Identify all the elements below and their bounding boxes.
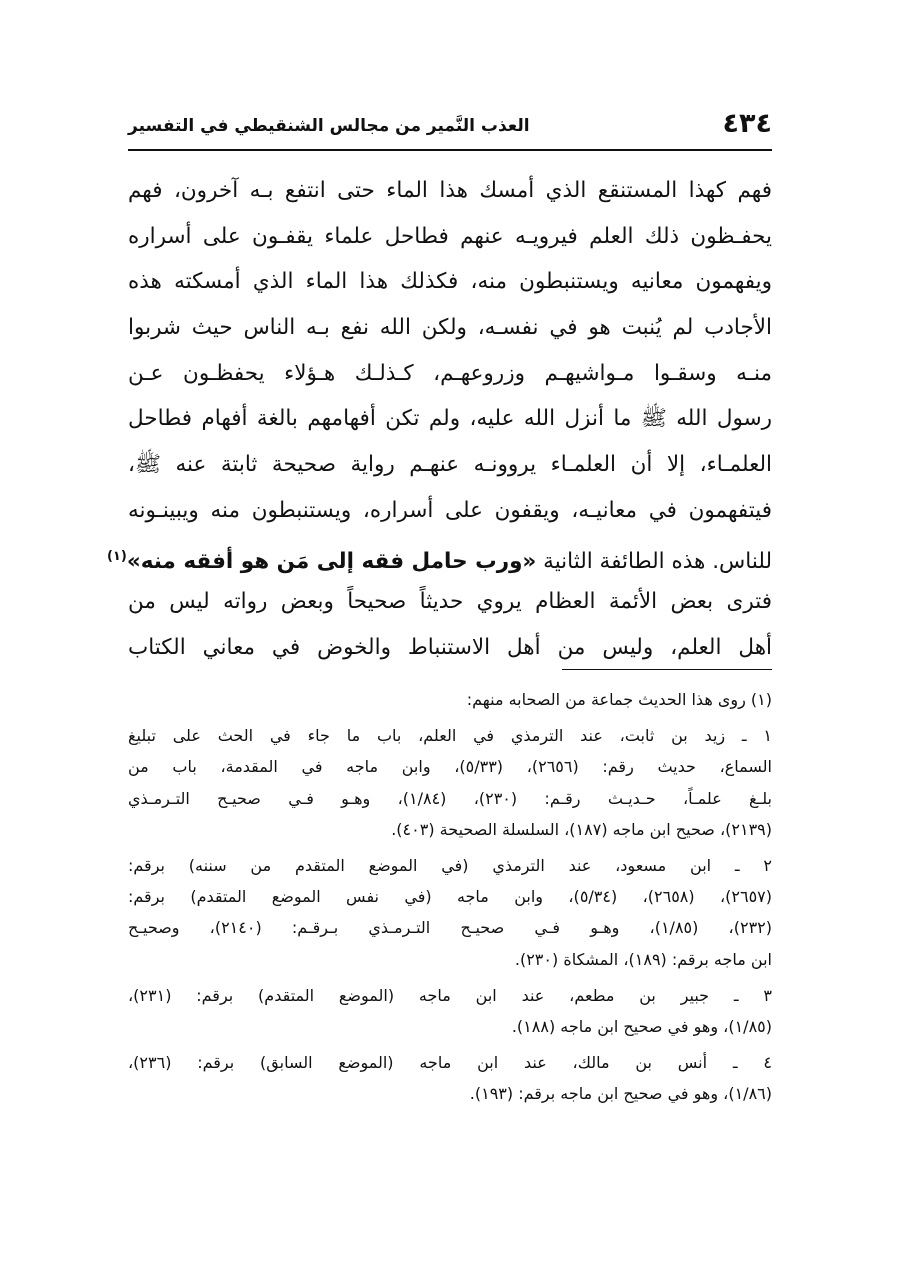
footnote-line: ابن ماجه برقم: (١٨٩)، المشكاة (٢٣٠). — [514, 949, 772, 969]
text-line: الأجادب لم يُنبت هو في نفسـه، ولكن الله نفع بـه الناس حيث شربوا — [128, 315, 772, 341]
hadith-quote: «ورب حامل فقه إلى مَن هو أفقه منه» — [126, 548, 537, 574]
page-number: ٤٣٤ — [722, 108, 772, 139]
footnote-line: (١/٨٥)، وهو في صحيح ابن ماجه (١٨٨). — [511, 1016, 772, 1036]
page-header — [128, 108, 772, 148]
footnote-line: ٤ ـ أنس بن مالك، عند ابن ماجه (الموضع السابق) برقم: (٢٣٦)، — [128, 1053, 772, 1073]
footnote-line: (٢٣٢)، (١/٨٥)، وهـو فـي صحيـح التـرمـذي بـرقـم: (٢١٤٠)، وصحيـح — [128, 918, 772, 938]
footnote-line: بلـغ علمـاً، حـديـث رقـم: (٢٣٠)، (١/٨٤)، وهـو فـي صحيـح التـرمـذي — [128, 788, 773, 808]
text-line: فيتفهمون في معانيـه، ويقفون على أسراره، ويستنبطون منه ويبينـونه — [128, 497, 772, 523]
text-line: منـه وسقـوا مـواشيهـم وزروعهـم، كـذلـك هـؤلاء يحفظـون عـن — [128, 360, 772, 386]
text-line: رسول الله ﷺ ما أنزل الله عليه، ولم تكن أفهامهم بالغة أفهام فطاحل — [128, 406, 772, 432]
footnote-line: (١/٨٦)، وهو في صحيح ابن ماجه برقم: (١٩٣). — [469, 1084, 772, 1104]
footnote-line: السماع، حديث رقم: (٢٦٥٦)، (٥/٣٣)، وابن ماجه في المقدمة، باب من — [128, 757, 772, 777]
text-line: فهم كهذا المستنقع الذي أمسك هذا الماء حتى انتفع بـه آخرون، فهم — [128, 178, 772, 203]
main-text — [106, 168, 772, 671]
footnote-line: ١ ـ زيد بن ثابت، عند الترمذي في العلم، باب ما جاء في الحث على تبليغ — [128, 726, 772, 746]
footnote-line: (٢٦٥٧)، (٢٦٥٨)، (٥/٣٤)، وابن ماجه (في نفس الموضع المتقدم) برقم: — [128, 887, 773, 907]
footnote-line: ٢ ـ ابن مسعود، عند الترمذي (في الموضع المتقدم من سننه) برقم: — [128, 855, 772, 875]
running-title: العذب النَّمير من مجالس الشنقيطي في التفسير — [128, 116, 530, 136]
footnote-line: (٢١٣٩)، صحيح ابن ماجه (١٨٧)، السلسلة الصحيحة (٤٠٣). — [391, 819, 772, 839]
footnote-heading: (١) روى هذا الحديث جماعة من الصحابه منهم: — [466, 690, 772, 709]
footnote-divider — [562, 669, 772, 670]
text-line: ويفهمون معانيه ويستنبطون منه، فكذلك هذا الماء الذي أمسكته هذه — [128, 269, 772, 295]
footnote-line: ٣ ـ جبير بن مطعم، عند ابن ماجه (الموضع المتقدم) برقم: (٢٣١)، — [128, 985, 772, 1005]
footnotes — [128, 684, 772, 1109]
quote-line-prefix: للناس. هذه الطائفة الثانية — [536, 548, 772, 574]
text-line: أهل العلم، وليس من أهل الاستنباط والخوض في معاني الكتاب — [128, 634, 772, 660]
header-divider — [128, 149, 772, 151]
hadith-quote-line — [106, 534, 772, 580]
footnote-marker: (١) — [106, 548, 127, 564]
text-line: يحفـظون ذلك العلم فيرويـه عنهم فطاحل علماء يقفـون على أسراره — [128, 223, 772, 249]
text-line: العلمـاء، إلا أن العلمـاء يروونـه عنهـم رواية صحيحة ثابتة عنه ﷺ، — [128, 452, 772, 478]
text-line: فترى بعض الأئمة العظام يروي حديثاً صحيحاً وبعض رواته ليس من — [128, 589, 772, 615]
